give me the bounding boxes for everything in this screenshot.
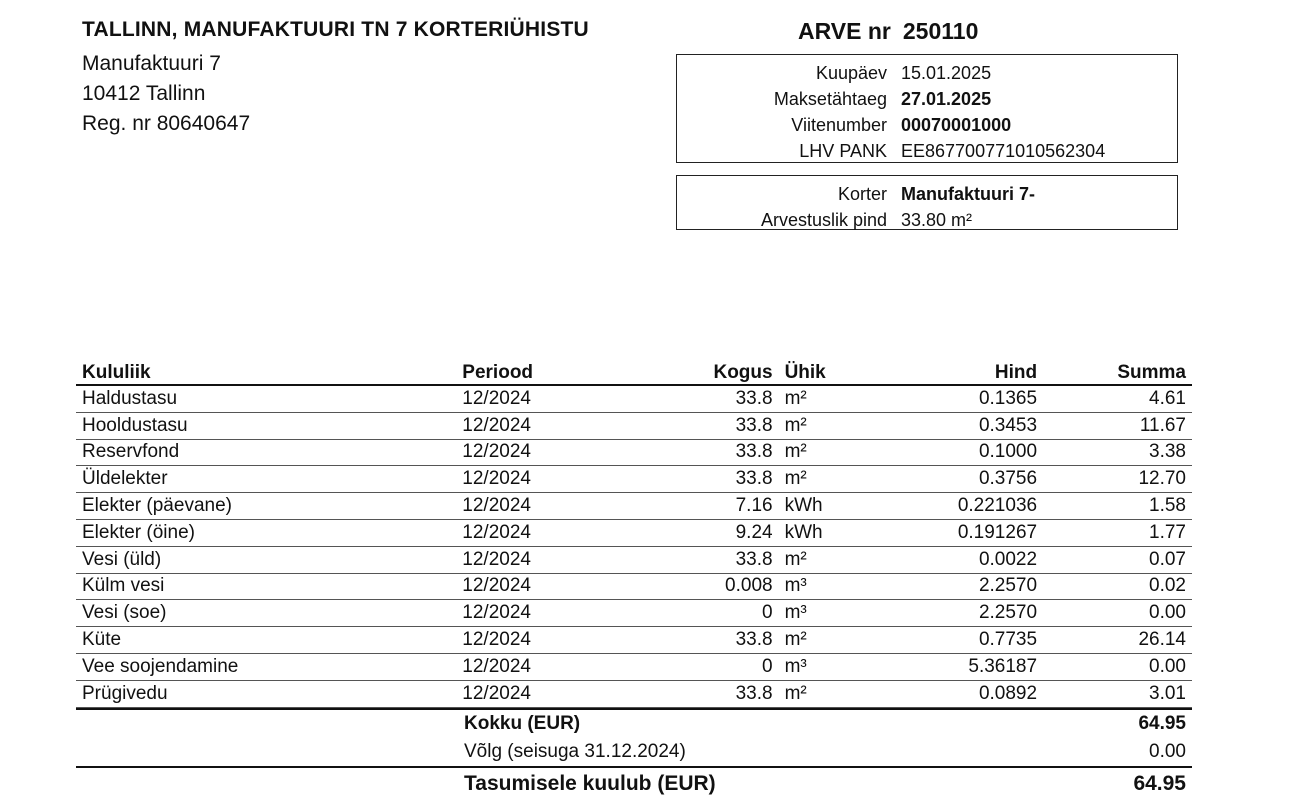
detail-row-date <box>677 60 1177 86</box>
detail-row-reference <box>677 112 1177 138</box>
detail-label: LHV PANK <box>799 141 887 161</box>
area-value: 33.80 m² <box>901 210 973 230</box>
totals-section <box>76 708 1192 800</box>
detail-value: 00070001000 <box>901 115 1012 135</box>
table-header-row <box>76 360 1192 385</box>
cell-period: 12/2024 <box>456 627 615 654</box>
cell-period: 12/2024 <box>456 519 615 546</box>
cell-period: 12/2024 <box>456 493 615 520</box>
cell-sum: 0.00 <box>1043 600 1192 627</box>
cell-price: 5.36187 <box>850 653 1043 680</box>
cell-item: Elekter (öine) <box>76 519 456 546</box>
cell-price: 0.3756 <box>850 466 1043 493</box>
apartment-value: Manufaktuuri 7- <box>901 184 1036 204</box>
cell-unit: m³ <box>779 653 850 680</box>
amount-due-row <box>76 768 1192 800</box>
detail-label: Kuupäev <box>815 63 887 83</box>
cell-price: 0.0022 <box>850 546 1043 573</box>
cell-quantity: 9.24 <box>615 519 779 546</box>
cell-quantity: 33.8 <box>615 412 779 439</box>
detail-label: Viitenumber <box>791 115 887 135</box>
detail-row-due-date <box>677 86 1177 112</box>
table-row <box>76 627 1192 654</box>
cell-unit: m² <box>779 466 850 493</box>
detail-label: Maksetähtaeg <box>773 89 887 109</box>
cell-item: Elekter (päevane) <box>76 493 456 520</box>
company-reg-number: Reg. nr 80640647 <box>82 112 251 135</box>
cell-item: Üldelekter <box>76 466 456 493</box>
table-row <box>76 412 1192 439</box>
cell-period: 12/2024 <box>456 546 615 573</box>
table-row <box>76 439 1192 466</box>
cell-unit: m² <box>779 385 850 412</box>
cell-unit: m² <box>779 627 850 654</box>
cell-item: Hooldustasu <box>76 412 456 439</box>
table-row <box>76 493 1192 520</box>
invoice-details-box <box>676 54 1178 163</box>
amount-due-value: 64.95 <box>1133 772 1186 795</box>
cell-quantity: 33.8 <box>615 546 779 573</box>
cell-sum: 3.38 <box>1043 439 1192 466</box>
cell-sum: 1.77 <box>1043 519 1192 546</box>
cell-unit: m² <box>779 412 850 439</box>
cell-price: 2.2570 <box>850 573 1043 600</box>
cell-quantity: 33.8 <box>615 385 779 412</box>
col-header-unit: Ühik <box>779 360 850 385</box>
table-row <box>76 466 1192 493</box>
cell-period: 12/2024 <box>456 653 615 680</box>
cell-unit: kWh <box>779 493 850 520</box>
cell-item: Prügivedu <box>76 680 456 707</box>
table-row <box>76 385 1192 412</box>
cell-period: 12/2024 <box>456 385 615 412</box>
col-header-period: Periood <box>456 360 615 385</box>
cell-price: 0.1365 <box>850 385 1043 412</box>
cell-sum: 3.01 <box>1043 680 1192 707</box>
cell-item: Küte <box>76 627 456 654</box>
cell-unit: m² <box>779 680 850 707</box>
cell-period: 12/2024 <box>456 680 615 707</box>
invoice-title-label: ARVE nr <box>798 18 891 44</box>
charges-table <box>76 360 1192 708</box>
cell-unit: kWh <box>779 519 850 546</box>
invoice-number: 250110 <box>902 18 979 44</box>
cell-quantity: 7.16 <box>615 493 779 520</box>
cell-price: 2.2570 <box>850 600 1043 627</box>
cell-price: 0.1000 <box>850 439 1043 466</box>
cell-item: Külm vesi <box>76 573 456 600</box>
cell-sum: 26.14 <box>1043 627 1192 654</box>
table-row <box>76 519 1192 546</box>
amount-due-label: Tasumisele kuulub (EUR) <box>464 772 716 795</box>
cell-quantity: 33.8 <box>615 439 779 466</box>
apartment-row <box>677 181 1177 207</box>
cell-quantity: 0 <box>615 653 779 680</box>
cell-price: 0.0892 <box>850 680 1043 707</box>
cell-sum: 0.00 <box>1043 653 1192 680</box>
company-address-line1: Manufaktuuri 7 <box>82 52 221 75</box>
cell-item: Haldustasu <box>76 385 456 412</box>
area-row <box>677 207 1177 233</box>
detail-row-bank <box>677 138 1177 164</box>
cell-sum: 0.02 <box>1043 573 1192 600</box>
cell-unit: m³ <box>779 573 850 600</box>
area-label: Arvestuslik pind <box>760 210 887 230</box>
cell-item: Vesi (üld) <box>76 546 456 573</box>
subtotal-row <box>76 710 1192 738</box>
cell-period: 12/2024 <box>456 573 615 600</box>
cell-quantity: 0 <box>615 600 779 627</box>
cell-sum: 11.67 <box>1043 412 1192 439</box>
subtotal-value: 64.95 <box>1138 713 1186 734</box>
cell-period: 12/2024 <box>456 466 615 493</box>
cell-item: Vesi (soe) <box>76 600 456 627</box>
apartment-box <box>676 175 1178 230</box>
table-row <box>76 653 1192 680</box>
detail-value: 15.01.2025 <box>901 63 992 83</box>
col-header-price: Hind <box>850 360 1043 385</box>
cell-period: 12/2024 <box>456 600 615 627</box>
cell-price: 0.221036 <box>850 493 1043 520</box>
apartment-label: Korter <box>837 184 887 204</box>
col-header-quantity: Kogus <box>615 360 779 385</box>
cell-unit: m² <box>779 439 850 466</box>
company-address-line2: 10412 Tallinn <box>82 82 206 105</box>
cell-price: 0.3453 <box>850 412 1043 439</box>
cell-quantity: 0.008 <box>615 573 779 600</box>
cell-unit: m³ <box>779 600 850 627</box>
table-row <box>76 600 1192 627</box>
debt-value: 0.00 <box>1149 741 1186 762</box>
col-header-item: Kululiik <box>76 360 456 385</box>
cell-quantity: 33.8 <box>615 627 779 654</box>
cell-quantity: 33.8 <box>615 680 779 707</box>
subtotal-label: Kokku (EUR) <box>464 713 581 734</box>
cell-period: 12/2024 <box>456 439 615 466</box>
cell-price: 0.191267 <box>850 519 1043 546</box>
cell-item: Vee soojendamine <box>76 653 456 680</box>
table-body <box>76 385 1192 707</box>
cell-item: Reservfond <box>76 439 456 466</box>
invoice-title <box>798 18 978 45</box>
table-row <box>76 546 1192 573</box>
detail-value: EE867700771010562304 <box>901 141 1106 161</box>
debt-label: Võlg (seisuga 31.12.2024) <box>464 741 686 762</box>
col-header-sum: Summa <box>1043 360 1192 385</box>
cell-sum: 12.70 <box>1043 466 1192 493</box>
table-row <box>76 573 1192 600</box>
company-name: TALLINN, MANUFAKTUURI TN 7 KORTERIÜHISTU <box>82 18 589 41</box>
cell-sum: 1.58 <box>1043 493 1192 520</box>
cell-period: 12/2024 <box>456 412 615 439</box>
cell-sum: 4.61 <box>1043 385 1192 412</box>
cell-quantity: 33.8 <box>615 466 779 493</box>
cell-price: 0.7735 <box>850 627 1043 654</box>
detail-value: 27.01.2025 <box>901 89 992 109</box>
debt-row <box>76 738 1192 768</box>
cell-unit: m² <box>779 546 850 573</box>
cell-sum: 0.07 <box>1043 546 1192 573</box>
table-row <box>76 680 1192 707</box>
